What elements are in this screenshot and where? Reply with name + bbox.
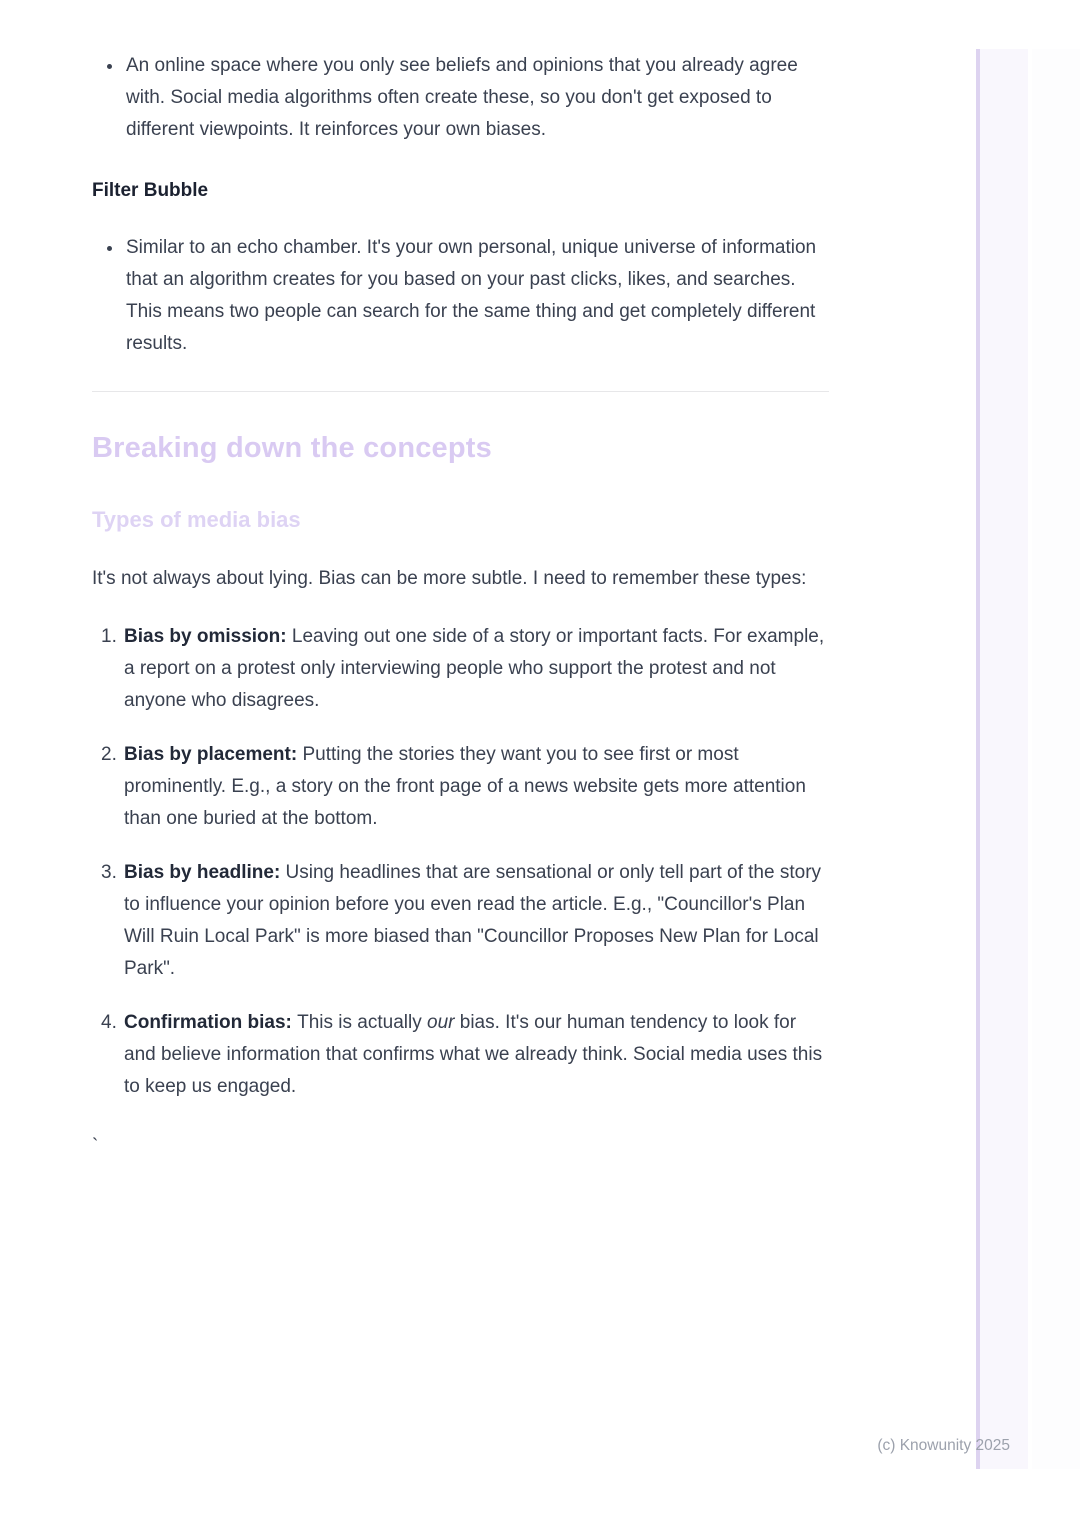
- scrollbar-track[interactable]: [976, 49, 1028, 1469]
- filter-bubble-heading: Filter Bubble: [92, 180, 209, 201]
- list-item: [101, 1007, 829, 1103]
- echo-chamber-bullet-list: [92, 50, 829, 146]
- list-item-text-segment: Bias by omission:: [124, 626, 292, 647]
- copyright-text: (c) Knowunity 2025: [877, 1437, 1010, 1454]
- list-item-text-segment: our: [427, 1012, 455, 1033]
- section-divider: [92, 391, 829, 392]
- list-item-text-segment: Using headlines that are sensational or only tell part of the story to influence your opinion before you even read the article. E.g., "Councillor's Plan Will Ruin Local Park" is more biased than "Councillor Proposes New Plan for Local Park".: [124, 862, 822, 979]
- page-gutter: [1032, 49, 1080, 1469]
- list-item-number: 3.: [101, 862, 117, 883]
- list-item-number: 1.: [101, 626, 117, 647]
- intro-paragraph: It's not always about lying. Bias can be more subtle. I need to remember these types:: [92, 568, 807, 589]
- list-item: [101, 857, 829, 985]
- subsection-heading: Types of media bias: [92, 507, 301, 532]
- list-item: • An online space where you only see beliefs and opinions that you already agree with. Social media algorithms often create these, so you don't get exposed to different viewpoints. It reinforces your own biases.: [124, 50, 829, 146]
- list-item-text-segment: Bias by placement:: [124, 744, 303, 765]
- list-item-text-segment: bias. It's our human tendency to look for and believe information that confirms what we already think. Social media uses this to keep us engaged.: [124, 1012, 823, 1097]
- list-item-number: 2.: [101, 744, 117, 765]
- list-item-text-segment: Bias by headline:: [124, 862, 286, 883]
- section-heading: Breaking down the concepts: [92, 432, 492, 464]
- list-item-text-segment: Leaving out one side of a story or important facts. For example, a report on a protest only interviewing people who support the protest and not anyone who disagrees.: [124, 626, 825, 711]
- list-item-text-segment: Confirmation bias:: [124, 1012, 298, 1033]
- stray-backtick: `: [92, 1136, 99, 1157]
- list-item-text-segment: This is actually: [297, 1012, 427, 1033]
- page-content: [92, 50, 829, 1163]
- list-item-number: 4.: [101, 1012, 117, 1033]
- bias-types-list: [92, 621, 829, 1103]
- list-item-text-segment: Putting the stories they want you to see first or most prominently. E.g., a story on the front page of a news website gets more attention than one buried at the bottom.: [124, 744, 806, 829]
- list-item: [101, 621, 829, 717]
- list-item: [101, 739, 829, 835]
- list-item: • Similar to an echo chamber. It's your own personal, unique universe of information that an algorithm creates for you based on your past clicks, likes, and searches. This means two people can search for the same thing and get completely different results.: [124, 232, 829, 360]
- filter-bubble-bullet-list: [92, 232, 829, 360]
